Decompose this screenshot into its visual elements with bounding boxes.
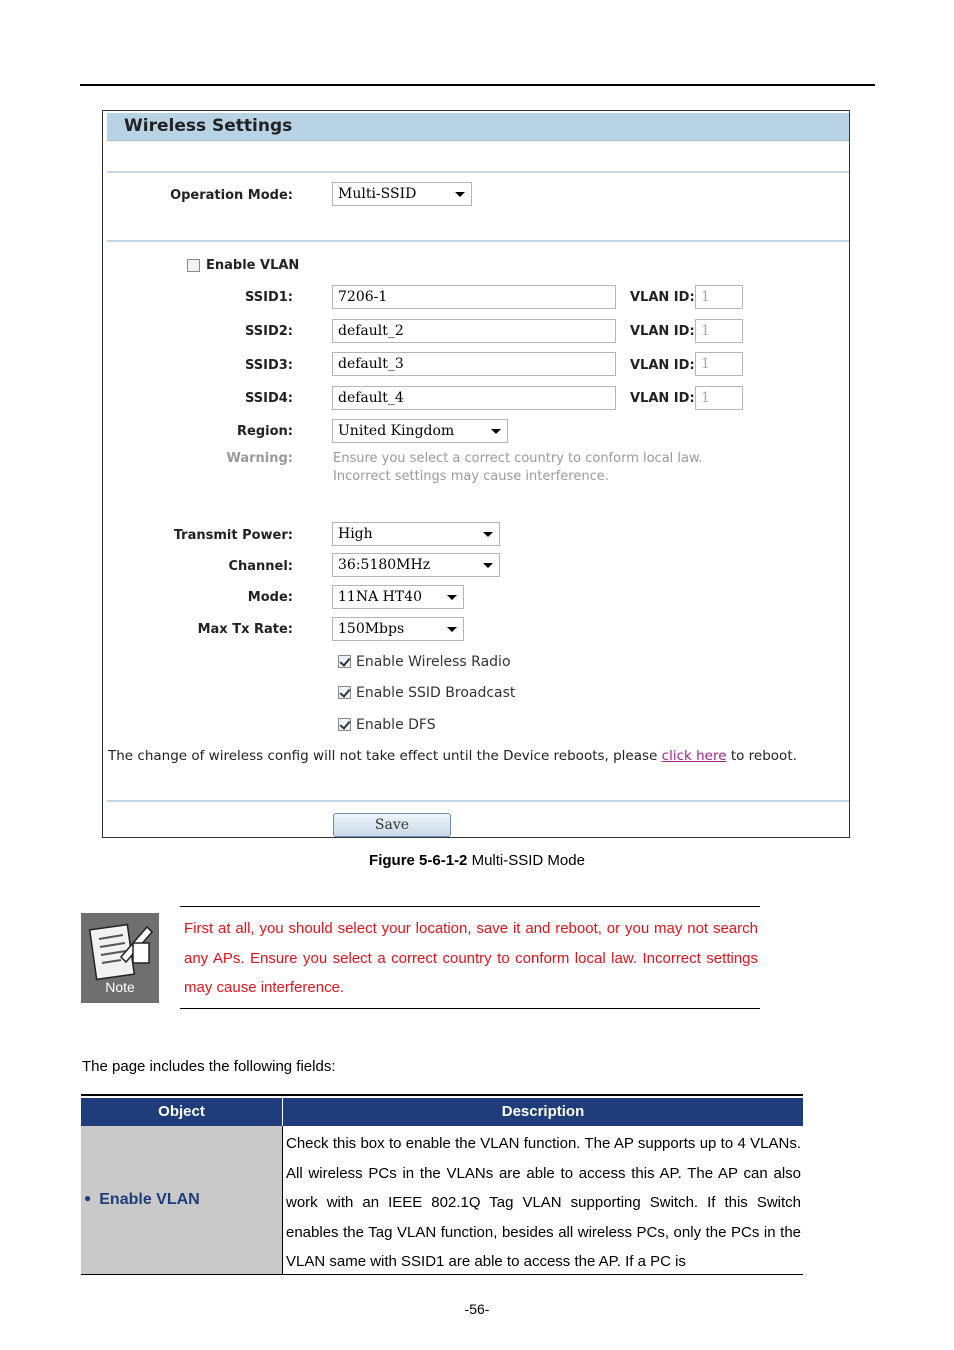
region-select[interactable]: United Kingdom: [332, 419, 508, 443]
figure-caption: [0, 851, 954, 871]
table-cell-description: Check this box to enable the VLAN function. The AP supports up to 4 VLANs. All wireless PCs in the VLANs are able to access this AP. The AP can also work with an IEEE 802.1Q Tag VLAN supporting Switch. If this Switch enables the Tag VLAN function, besides all wireless PCs, only the PCs in the VLAN same with SSID1 are able to access the AP. If a PC is: [286, 1135, 801, 1270]
ssid3-input[interactable]: default_3: [332, 352, 616, 376]
table-object-item: [84, 1190, 200, 1210]
enable-dfs-label: Enable DFS: [356, 717, 436, 733]
max-tx-rate-label: Max Tx Rate:: [197, 622, 293, 637]
ssid3-label: SSID3:: [244, 358, 293, 373]
operation-mode-select[interactable]: Multi-SSID: [332, 182, 472, 206]
table-top-rule: [81, 1094, 803, 1096]
enable-wireless-radio-checkbox[interactable]: [338, 655, 351, 668]
intro-text: The page includes the following fields:: [82, 1058, 336, 1075]
note-icon: [81, 913, 159, 1003]
vlan-id-label: VLAN ID:: [630, 391, 695, 406]
table-object-label: Enable VLAN: [99, 1191, 200, 1208]
section-divider: [107, 240, 849, 242]
chevron-down-icon: [455, 192, 465, 197]
warning-label: Warning:: [226, 451, 293, 466]
chevron-down-icon: [447, 595, 457, 600]
note-bottom-rule: [180, 1008, 760, 1009]
enable-dfs-checkbox[interactable]: [338, 718, 351, 731]
figure-number: Figure 5-6-1-2: [369, 852, 468, 869]
enable-ssid-broadcast-checkbox[interactable]: [338, 686, 351, 699]
ssid2-input[interactable]: default_2: [332, 319, 616, 343]
notice-text: The change of wireless config will not take effect until the Device reboots, please: [108, 748, 662, 764]
ssid1-label: SSID1:: [244, 290, 293, 305]
enable-ssid-broadcast-label: Enable SSID Broadcast: [356, 685, 516, 701]
note-icon-label: Note: [105, 979, 135, 995]
vlan-id-input[interactable]: 1: [695, 319, 743, 343]
ssid2-label: SSID2:: [244, 324, 293, 339]
bullet-icon: ●: [84, 1191, 92, 1205]
enable-wireless-radio-label: Enable Wireless Radio: [356, 654, 511, 670]
warning-text: Incorrect settings may cause interference.: [333, 469, 609, 484]
section-divider: [107, 171, 849, 173]
note-top-rule: [180, 906, 760, 907]
mode-select[interactable]: 11NA HT40: [332, 585, 464, 609]
page-number: -56-: [464, 1301, 490, 1317]
chevron-down-icon: [483, 563, 493, 568]
vlan-id-input[interactable]: 1: [695, 285, 743, 309]
figure-title: Multi-SSID Mode: [467, 852, 585, 869]
warning-text: Ensure you select a correct country to conform local law.: [333, 451, 703, 466]
chevron-down-icon: [483, 532, 493, 537]
max-tx-rate-select[interactable]: 150Mbps: [332, 617, 464, 641]
vlan-id-input[interactable]: 1: [695, 352, 743, 376]
ssid4-input[interactable]: default_4: [332, 386, 616, 410]
chevron-down-icon: [491, 429, 501, 434]
save-button[interactable]: Save: [333, 813, 451, 837]
section-divider: [107, 800, 849, 802]
table-bottom-rule: [81, 1274, 803, 1275]
panel-title: Wireless Settings: [124, 116, 293, 136]
enable-vlan-label: Enable VLAN: [206, 258, 300, 273]
transmit-power-label: Transmit Power:: [173, 528, 293, 543]
region-label: Region:: [237, 424, 293, 439]
enable-vlan-checkbox[interactable]: [187, 259, 200, 272]
transmit-power-select[interactable]: High: [332, 522, 500, 546]
channel-label: Channel:: [228, 559, 293, 574]
table-header-description: Description: [283, 1098, 803, 1126]
notice-text: to reboot.: [726, 748, 797, 764]
vlan-id-label: VLAN ID:: [630, 324, 695, 339]
vlan-id-input[interactable]: 1: [695, 386, 743, 410]
vlan-id-label: VLAN ID:: [630, 290, 695, 305]
reboot-notice: [108, 747, 797, 765]
mode-label: Mode:: [247, 590, 293, 605]
channel-select[interactable]: 36:5180MHz: [332, 553, 500, 577]
ssid1-input[interactable]: 7206-1: [332, 285, 616, 309]
operation-mode-label: Operation Mode:: [170, 188, 293, 203]
vlan-id-label: VLAN ID:: [630, 358, 695, 373]
chevron-down-icon: [447, 627, 457, 632]
ssid4-label: SSID4:: [244, 391, 293, 406]
table-header-object: Object: [81, 1098, 282, 1126]
header-rule: [80, 84, 875, 86]
reboot-link[interactable]: click here: [661, 748, 727, 764]
note-text: First at all, you should select your location, save it and reboot, or you may not search any APs. Ensure you select a correct country to conform local law. Incorrect settings may cause interference.: [184, 920, 758, 996]
